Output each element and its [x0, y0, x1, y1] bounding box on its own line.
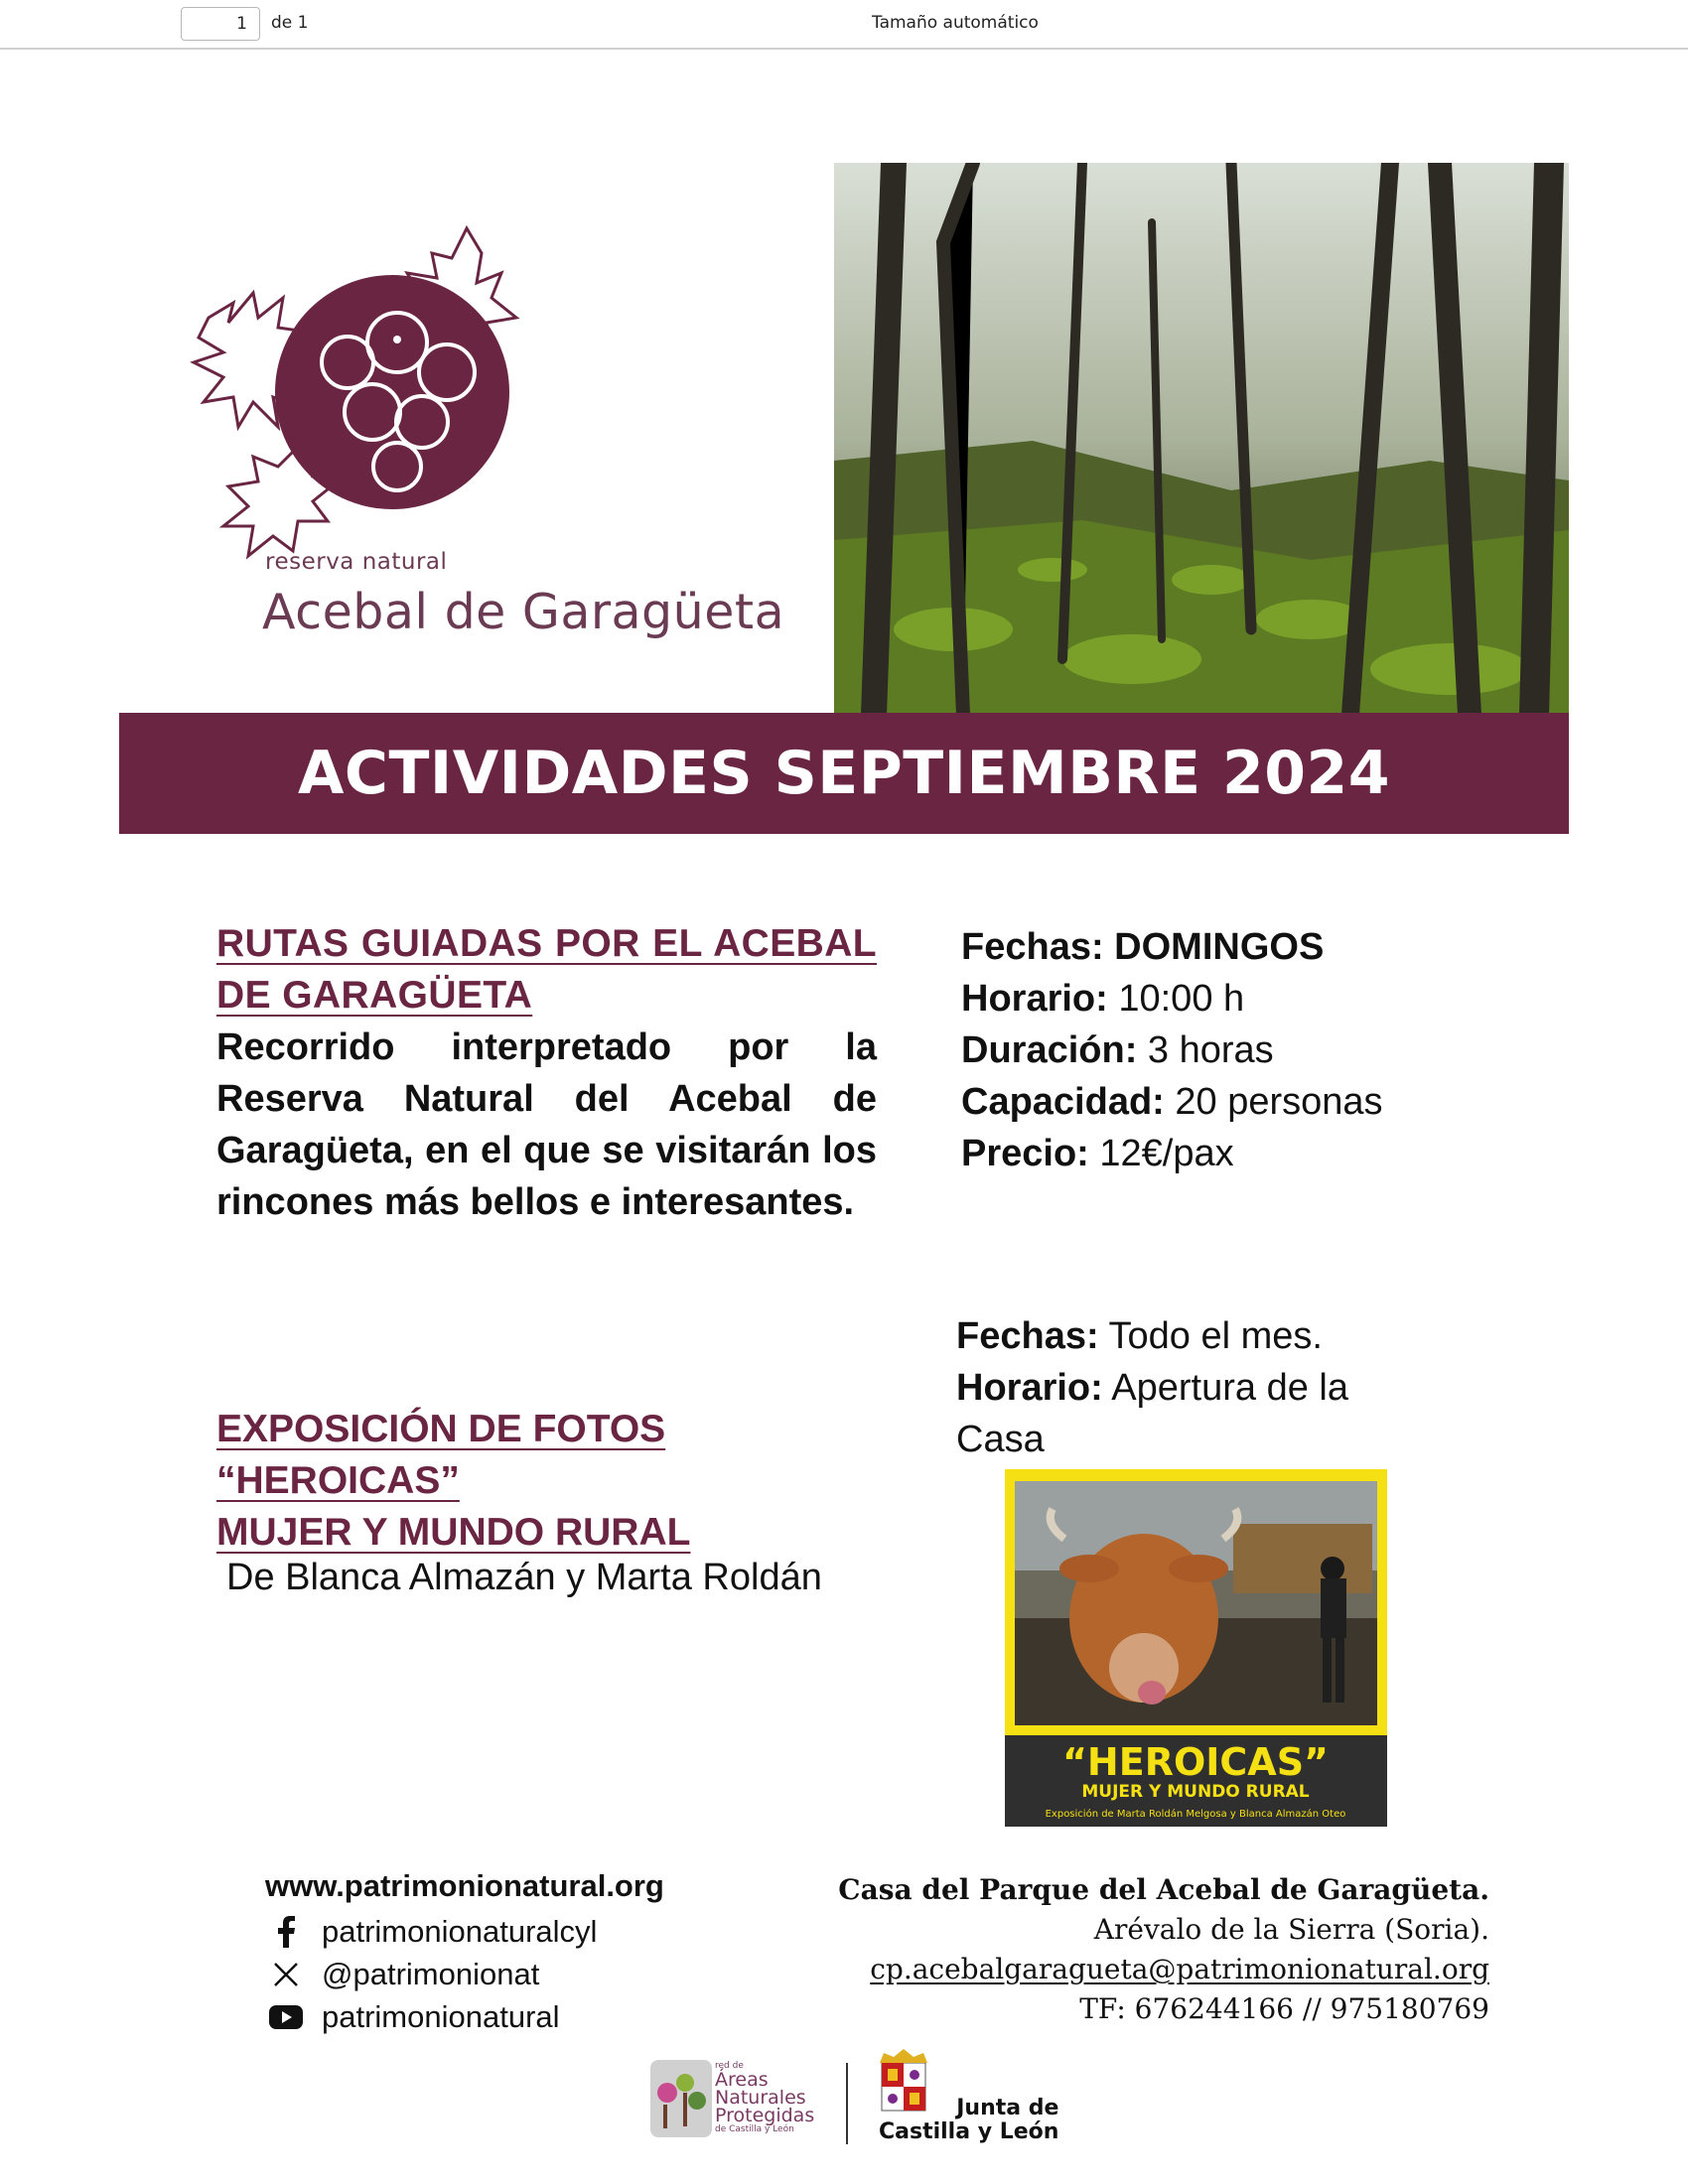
poster-subtitle: MUJER Y MUNDO RURAL: [1081, 1782, 1310, 1802]
expo-fechas: Fechas: Todo el mes.: [956, 1315, 1323, 1357]
contact-block: [838, 1870, 1489, 2029]
zoom-select[interactable]: Tamaño automático: [872, 13, 1039, 33]
social-handle: patrimonionatural: [322, 1999, 560, 2034]
info-capacidad: Capacidad: 20 personas: [961, 1081, 1383, 1123]
rutas-info: [961, 921, 1383, 1179]
viewer-toolbar: [0, 0, 1688, 50]
expo-author: De Blanca Almazán y Marta Roldán: [226, 1557, 822, 1598]
document-page: [0, 50, 1688, 2184]
page-banner: [119, 713, 1569, 834]
expo-title-line: MUJER Y MUNDO RURAL: [216, 1511, 691, 1554]
info-precio: Precio: 12€/pax: [961, 1133, 1234, 1174]
heroicas-poster: [1005, 1469, 1387, 1827]
poster-credit: Exposición de Marta Roldán Melgosa y Blanca Almazán Oteo: [1045, 1809, 1346, 1820]
social-x[interactable]: [268, 1957, 539, 1992]
website-link[interactable]: www.patrimonionatural.org: [265, 1868, 664, 1903]
banner-title: ACTIVIDADES SEPTIEMBRE 2024: [297, 739, 1391, 808]
expo-title: [216, 1404, 690, 1559]
facebook-icon: [268, 1915, 304, 1949]
rap-logo-text: red de Áreas Naturales Protegidas de Castilla y León: [715, 2061, 815, 2134]
forest-photo: [834, 163, 1569, 715]
youtube-icon: [268, 2000, 304, 2034]
info-fechas: Fechas: DOMINGOS: [961, 926, 1325, 968]
contact-phone: TF: 676244166 // 975180769: [1079, 1992, 1489, 2025]
poster-title: “HEROICAS”: [1061, 1740, 1330, 1784]
contact-email[interactable]: cp.acebalgaragueta@patrimonionatural.org: [870, 1953, 1489, 1985]
rutas-title: RUTAS GUIADAS POR EL ACEBAL DE GARAGÜETA: [216, 922, 877, 1017]
logo-subtitle: reserva natural: [265, 549, 448, 575]
expo-info: [956, 1310, 1423, 1465]
contact-address: Arévalo de la Sierra (Soria).: [1093, 1913, 1489, 1946]
logo-title: Acebal de Garagüeta: [262, 584, 785, 640]
page-number-input[interactable]: 1: [181, 7, 260, 41]
expo-horario: Horario: Apertura de la Casa: [956, 1367, 1348, 1460]
jcl-logo-text: Junta de Castilla y León: [879, 2096, 1059, 2144]
rap-logo-graphic: [650, 2060, 712, 2137]
social-handle: patrimonionaturalcyl: [322, 1914, 598, 1949]
contact-title: Casa del Parque del Acebal de Garagüeta.: [838, 1873, 1489, 1906]
page-total-label: de 1: [271, 13, 309, 33]
info-horario: Horario: 10:00 h: [961, 978, 1245, 1020]
social-youtube[interactable]: [268, 1999, 560, 2035]
expo-title-line: EXPOSICIÓN DE FOTOS: [216, 1408, 666, 1450]
rutas-description: Recorrido interpretado por la Reserva Natural del Acebal de Garagüeta, en el que se visitarán los rincones más bellos e interesantes.: [216, 1026, 877, 1223]
social-handle: @patrimonionat: [322, 1957, 540, 1991]
expo-title-line: “HEROICAS”: [216, 1459, 460, 1502]
x-icon: [268, 1958, 304, 1991]
social-facebook[interactable]: [268, 1914, 597, 1950]
info-duracion: Duración: 3 horas: [961, 1029, 1274, 1071]
holly-logo: [184, 223, 601, 561]
